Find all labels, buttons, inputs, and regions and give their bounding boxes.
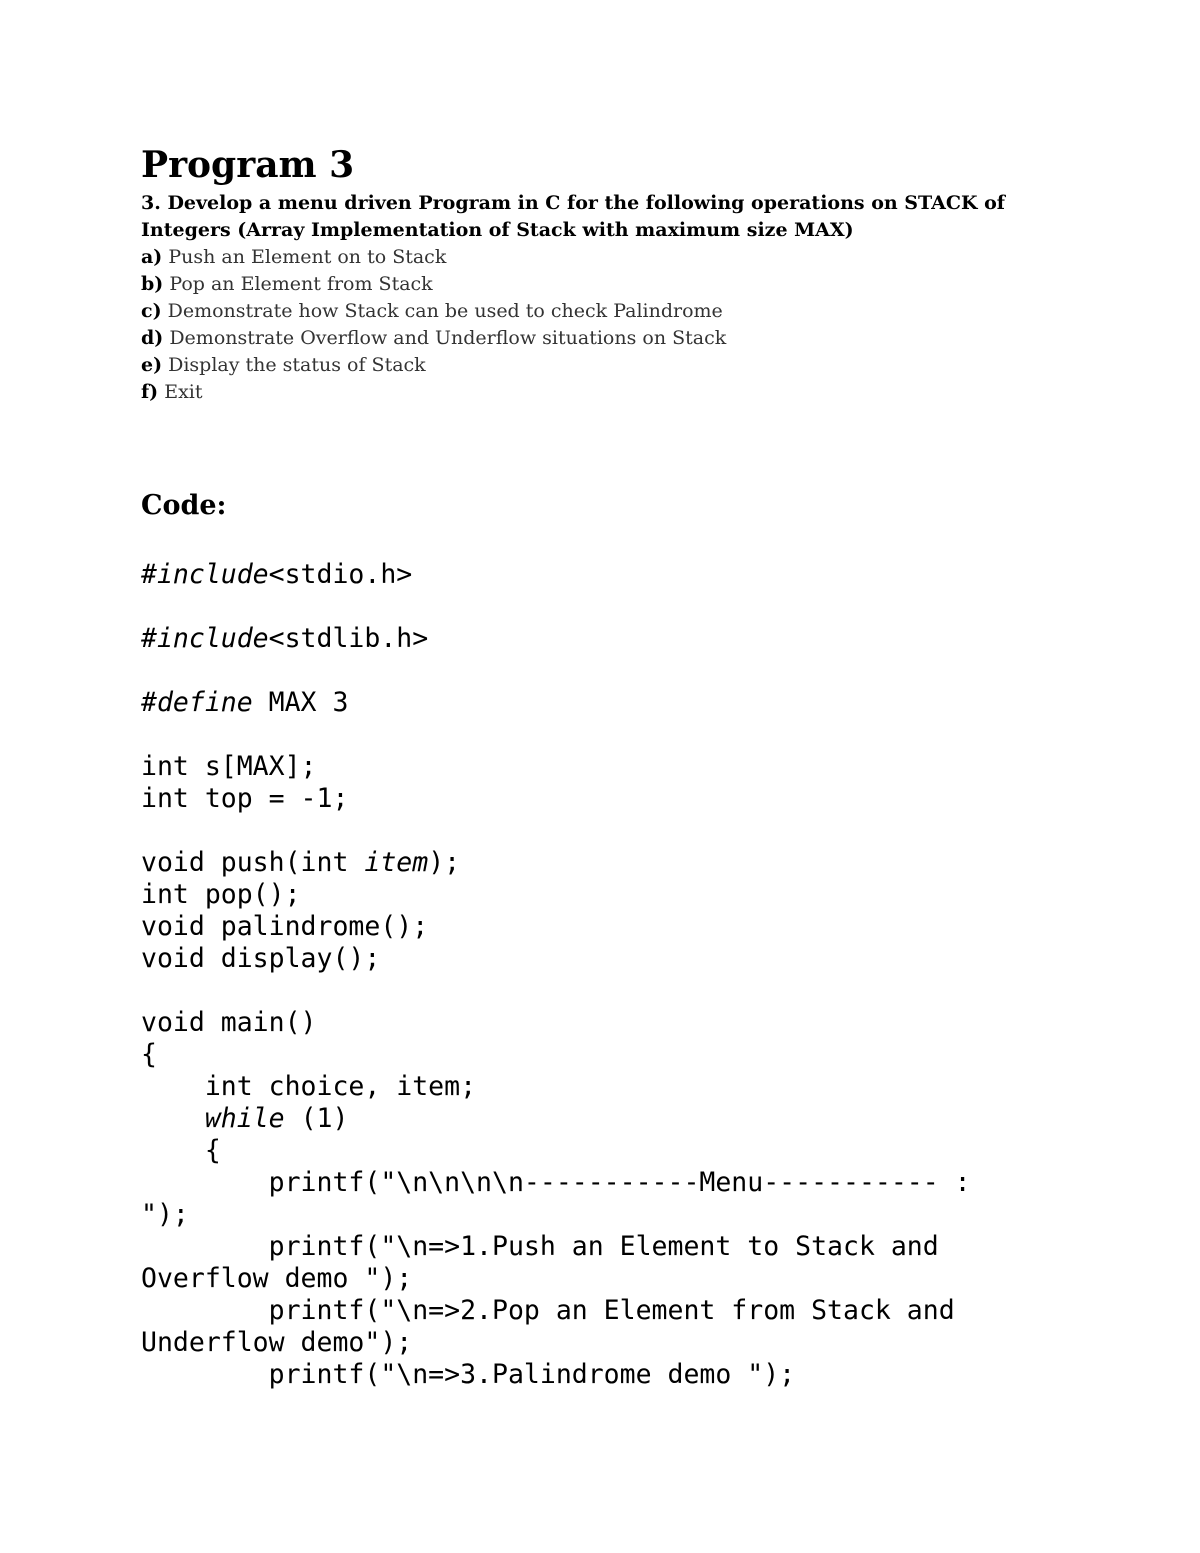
code-directive: #include	[141, 559, 269, 590]
code-line	[141, 623, 971, 655]
code-text: MAX 3	[252, 687, 349, 718]
code-blank-line	[141, 815, 971, 847]
code-line: void palindrome();	[141, 911, 429, 942]
code-heading: Code:	[141, 490, 227, 521]
option-letter: f)	[141, 381, 159, 403]
option-letter: d)	[141, 327, 164, 349]
code-line: int top = -1;	[141, 783, 349, 814]
option-item	[141, 352, 726, 379]
option-letter: e)	[141, 354, 163, 376]
code-line: printf("\n=>2.Pop an Element from Stack and	[141, 1295, 955, 1326]
code-blank-line	[141, 655, 971, 687]
code-line: Underflow demo");	[141, 1327, 413, 1358]
option-letter: c)	[141, 300, 162, 322]
code-line: {	[141, 1039, 157, 1070]
code-line	[141, 559, 971, 591]
code-line: void display();	[141, 943, 381, 974]
code-param: item	[364, 847, 429, 878]
option-letter: a)	[141, 246, 163, 268]
code-line	[141, 1103, 971, 1135]
option-text: Pop an Element from Stack	[163, 273, 433, 295]
code-blank-line	[141, 591, 971, 623]
code-line: printf("\n\n\n\n-----------Menu----------- :	[141, 1167, 971, 1198]
option-item	[141, 298, 726, 325]
code-line: int s[MAX];	[141, 751, 317, 782]
code-indent	[141, 1103, 205, 1134]
code-directive: #include	[141, 623, 269, 654]
page-title: Program 3	[141, 144, 355, 186]
option-letter: b)	[141, 273, 164, 295]
option-item	[141, 244, 726, 271]
code-line: int pop();	[141, 879, 301, 910]
code-line	[141, 687, 971, 719]
code-keyword: while	[204, 1103, 285, 1134]
code-line: printf("\n=>1.Push an Element to Stack and	[141, 1231, 939, 1262]
code-blank-line	[141, 975, 971, 1007]
task-description: 3. Develop a menu driven Program in C for the following operations on STACK of Integers (Array Implementation of Stack with maximum size MAX)	[141, 192, 1005, 241]
code-line: Overflow demo ");	[141, 1263, 413, 1294]
code-line: ");	[141, 1199, 189, 1230]
code-line: void main()	[141, 1007, 317, 1038]
code-text: void push(int	[141, 847, 365, 878]
code-text: <stdlib.h>	[268, 623, 429, 654]
code-line: int choice, item;	[141, 1071, 477, 1102]
code-text: );	[428, 847, 461, 878]
code-directive: #define	[141, 687, 253, 718]
option-text: Exit	[158, 381, 203, 403]
operations-list	[141, 244, 726, 406]
option-item	[141, 379, 726, 406]
option-text: Push an Element on to Stack	[162, 246, 447, 268]
document-page	[141, 0, 1141, 1553]
code-text: (1)	[284, 1103, 349, 1134]
code-blank-line	[141, 719, 971, 751]
option-text: Demonstrate Overflow and Underflow situations on Stack	[163, 327, 727, 349]
code-line: printf("\n=>3.Palindrome demo ");	[141, 1359, 796, 1390]
option-text: Demonstrate how Stack can be used to check Palindrome	[161, 300, 723, 322]
option-item	[141, 271, 726, 298]
option-item	[141, 325, 726, 352]
code-text: <stdio.h>	[268, 559, 413, 590]
code-line: {	[141, 1135, 221, 1166]
option-text: Display the status of Stack	[162, 354, 426, 376]
code-block	[141, 559, 971, 1391]
code-line	[141, 847, 971, 879]
